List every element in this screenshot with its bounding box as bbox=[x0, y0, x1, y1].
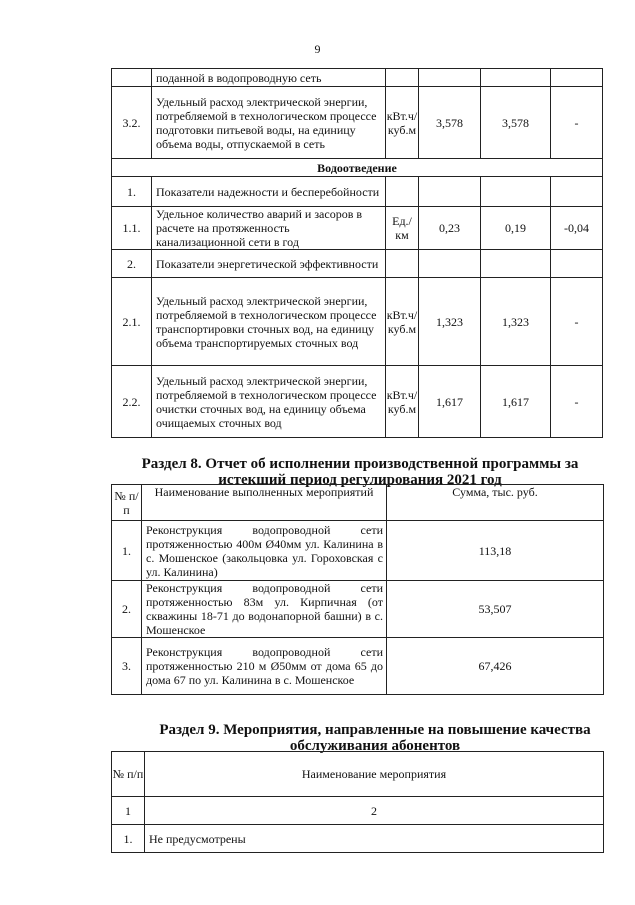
indicator-name: Удельный расход электрической энергии, потребляемой в технологическом процессе очистки сточных вод, на единицу объема очищаемых сточных вод bbox=[152, 366, 386, 438]
measure-sum: 53,507 bbox=[387, 581, 604, 638]
change-cell bbox=[551, 250, 603, 278]
value-cell: 0,23 bbox=[419, 207, 481, 250]
unit-cell bbox=[386, 69, 419, 87]
table-row bbox=[112, 581, 604, 638]
unit-cell bbox=[386, 177, 419, 207]
indicator-name: поданной в водопроводную сеть bbox=[152, 69, 386, 87]
indicator-name: Удельный расход электрической энергии, потребляемой в технологическом процессе транспортировки сточных вод, на единицу объема транспортируемых сточных вод bbox=[152, 278, 386, 366]
value-cell: 3,578 bbox=[419, 87, 481, 159]
indicators-table bbox=[111, 68, 603, 438]
measure-name: Реконструкция водопроводной сети протяженностью 400м Ø40мм ул. Калинина в с. Мошенское (закольцовка ул. Гороховская с ул. Калинина) bbox=[142, 521, 387, 581]
section-heading: Водоотведение bbox=[112, 159, 603, 177]
unit-cell: кВт.ч/куб.м bbox=[386, 87, 419, 159]
measure-name: Не предусмотрены bbox=[145, 825, 604, 853]
table-row bbox=[112, 69, 603, 87]
service-measures-table bbox=[111, 751, 604, 853]
unit-cell: кВт.ч/куб.м bbox=[386, 278, 419, 366]
value-cell: 1,617 bbox=[481, 366, 551, 438]
value-cell: 1,617 bbox=[419, 366, 481, 438]
unit-cell: кВт.ч/куб.м bbox=[386, 366, 419, 438]
table-row bbox=[112, 87, 603, 159]
header-name: Наименование мероприятия bbox=[145, 752, 604, 797]
measure-sum: 113,18 bbox=[387, 521, 604, 581]
row-number: 2.1. bbox=[112, 278, 152, 366]
measure-sum: 67,426 bbox=[387, 638, 604, 695]
table-row bbox=[112, 366, 603, 438]
completed-measures-table bbox=[111, 484, 604, 695]
change-cell bbox=[551, 177, 603, 207]
value-cell bbox=[481, 177, 551, 207]
table-row bbox=[112, 177, 603, 207]
value-cell: 1,323 bbox=[481, 278, 551, 366]
value-cell bbox=[419, 69, 481, 87]
index-cell: 1 bbox=[112, 797, 145, 825]
table-row bbox=[112, 638, 604, 695]
table-row bbox=[112, 278, 603, 366]
table-row bbox=[112, 250, 603, 278]
change-cell: - bbox=[551, 87, 603, 159]
table-row bbox=[112, 825, 604, 853]
value-cell bbox=[481, 250, 551, 278]
header-name: Наименование выполненных мероприятий bbox=[142, 485, 387, 521]
header-num: № п/п bbox=[112, 752, 145, 797]
header-sum: Сумма, тыс. руб. bbox=[387, 485, 604, 521]
row-number: 3. bbox=[112, 638, 142, 695]
value-cell bbox=[419, 177, 481, 207]
indicator-name: Удельное количество аварий и засоров в расчете на протяженность канализационной сети в год bbox=[152, 207, 386, 250]
table-row bbox=[112, 521, 604, 581]
value-cell: 3,578 bbox=[481, 87, 551, 159]
change-cell: - bbox=[551, 366, 603, 438]
table-row bbox=[112, 207, 603, 250]
row-number: 2.2. bbox=[112, 366, 152, 438]
value-cell bbox=[419, 250, 481, 278]
header-num: № п/п bbox=[112, 485, 142, 521]
unit-cell bbox=[386, 250, 419, 278]
row-number: 2. bbox=[112, 250, 152, 278]
row-number: 3.2. bbox=[112, 87, 152, 159]
indicator-name: Удельный расход электрической энергии, потребляемой в технологическом процессе подготовки питьевой воды, на единицу объема воды, отпускаемой в сеть bbox=[152, 87, 386, 159]
measure-name: Реконструкция водопроводной сети протяженностью 83м ул. Кирпичная (от скважины 18-71 до водонапорной башни) в с. Мошенское bbox=[142, 581, 387, 638]
row-number: 1. bbox=[112, 521, 142, 581]
value-cell bbox=[481, 69, 551, 87]
unit-cell: Ед./км bbox=[386, 207, 419, 250]
page-number: 9 bbox=[314, 42, 321, 56]
section-9-title: Раздел 9. Мероприятия, направленные на повышение качества обслуживания абонентов bbox=[159, 722, 591, 754]
change-cell: -0,04 bbox=[551, 207, 603, 250]
row-number: 2. bbox=[112, 581, 142, 638]
value-cell: 1,323 bbox=[419, 278, 481, 366]
row-number: 1. bbox=[112, 825, 145, 853]
indicator-name: Показатели надежности и бесперебойности bbox=[152, 177, 386, 207]
change-cell: - bbox=[551, 278, 603, 366]
measure-name: Реконструкция водопроводной сети протяженностью 210 м Ø50мм от дома 65 до дома 67 по ул. Калинина в с. Мошенское bbox=[142, 638, 387, 695]
section-8-title: Раздел 8. Отчет об исполнении производственной программы за истекший период регулирования 2021 год bbox=[141, 456, 579, 488]
row-number bbox=[112, 69, 152, 87]
index-cell: 2 bbox=[145, 797, 604, 825]
indicator-name: Показатели энергетической эффективности bbox=[152, 250, 386, 278]
change-cell bbox=[551, 69, 603, 87]
row-number: 1. bbox=[112, 177, 152, 207]
table-row bbox=[112, 159, 603, 177]
value-cell: 0,19 bbox=[481, 207, 551, 250]
row-number: 1.1. bbox=[112, 207, 152, 250]
